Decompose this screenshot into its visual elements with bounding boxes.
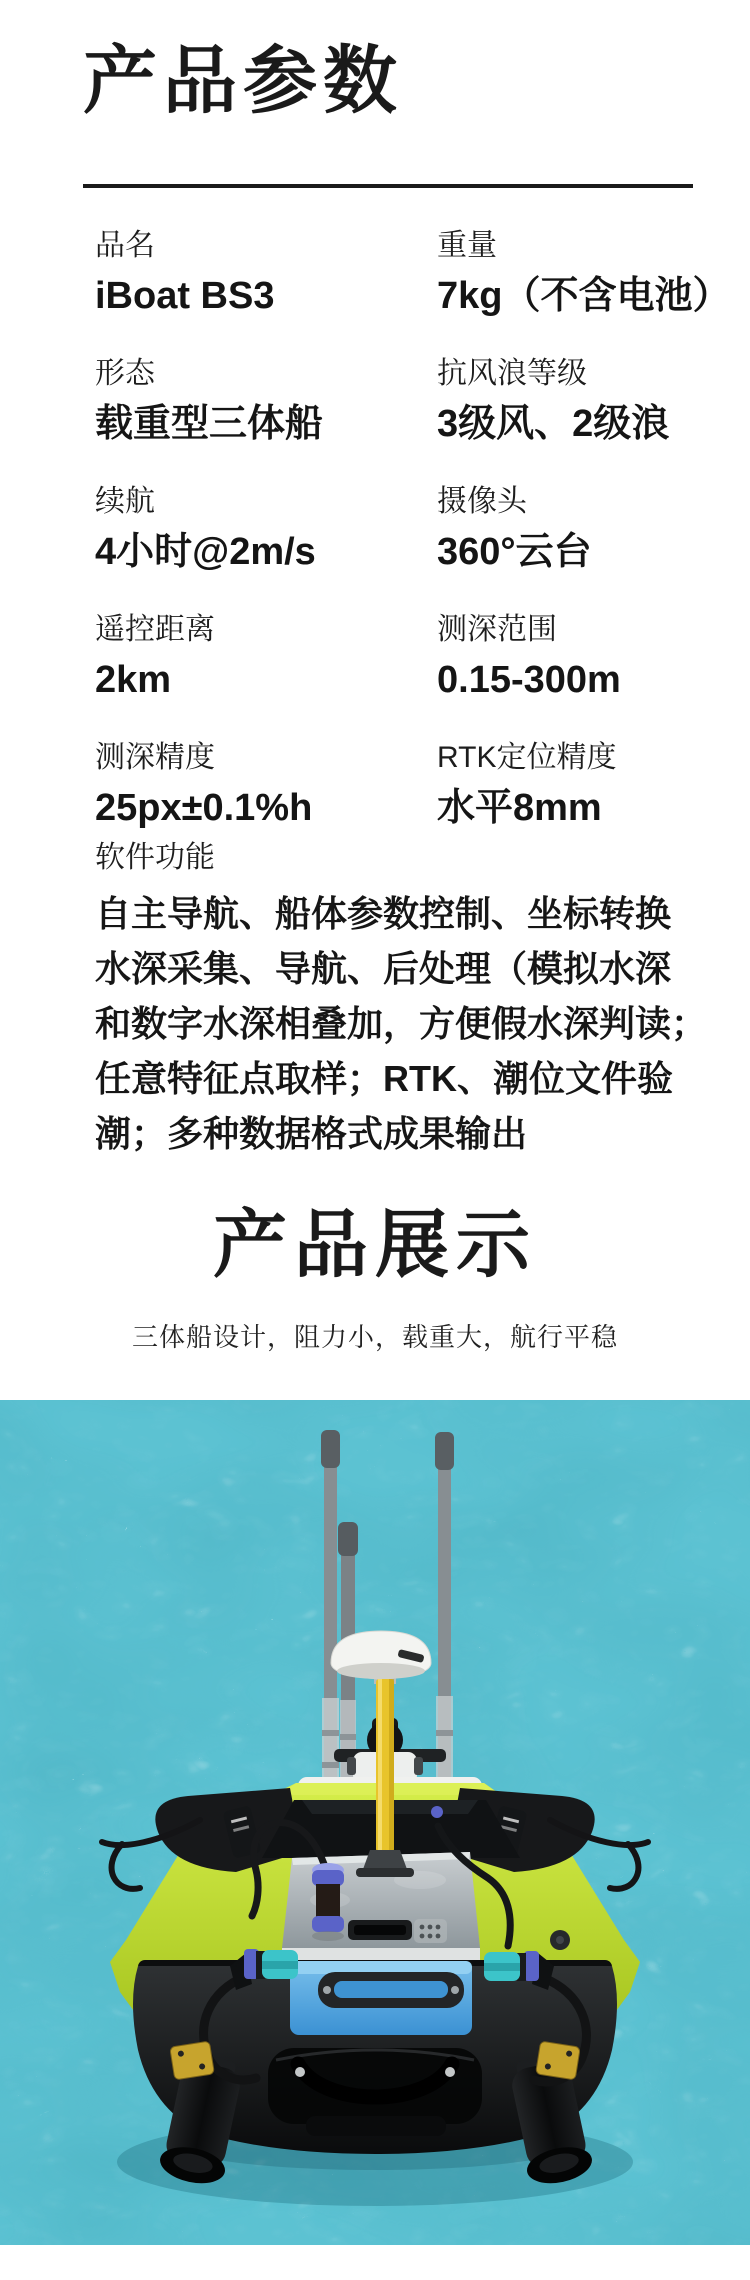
- spec-item-sounding-range: [437, 610, 730, 704]
- showcase-subtitle: 三体船设计，阻力小，载重大，航行平稳: [131, 1322, 618, 1352]
- software-label: 软件功能: [95, 841, 215, 874]
- spec-value: 3级风、2级浪: [437, 403, 670, 445]
- spec-value: 360°云台: [437, 531, 592, 573]
- spec-label: 测深范围: [437, 613, 557, 646]
- spec-label: 形态: [95, 357, 155, 390]
- bracket-right: [536, 2041, 581, 2080]
- spec-item-rtk-accuracy: [437, 738, 730, 832]
- spec-label: 重量: [437, 229, 497, 262]
- section-title-showcase: 产品展示: [213, 1203, 537, 1286]
- spec-item-camera: [437, 482, 730, 576]
- spec-value: 2km: [95, 659, 172, 701]
- stern-recess-handle: [268, 2048, 482, 2136]
- spec-item-wind-wave: [437, 354, 730, 448]
- software-line: 水深采集、导航、后处理（模拟水深: [95, 948, 672, 989]
- software-features: [95, 838, 720, 1161]
- section-title-params: 产品参数: [83, 39, 403, 122]
- spec-item-endurance: [95, 482, 437, 576]
- bracket-left: [170, 2041, 215, 2080]
- spec-value: 4小时@2m/s: [95, 531, 316, 573]
- spec-label: 续航: [95, 485, 155, 518]
- spec-value: 水平8mm: [437, 787, 602, 829]
- product-photo: [0, 1400, 750, 2245]
- spec-label: RTK定位精度: [437, 741, 617, 774]
- spec-item-remote-range: [95, 610, 437, 704]
- spec-value: 7kg（不含电池）: [437, 275, 731, 317]
- software-line: 任意特征点取样；RTK、潮位文件验: [95, 1058, 673, 1099]
- spec-label: 测深精度: [95, 741, 215, 774]
- spec-item-sounding-accuracy: [95, 738, 437, 832]
- spec-label: 抗风浪等级: [437, 357, 587, 390]
- spec-label: 品名: [95, 229, 155, 262]
- spec-item-name: [95, 226, 437, 320]
- title-divider: [83, 184, 693, 188]
- spec-value: 25px±0.1%h: [95, 787, 313, 829]
- spec-item-weight: [437, 226, 730, 320]
- spec-value: iBoat BS3: [95, 275, 275, 317]
- spec-value: 0.15-300m: [437, 659, 621, 701]
- spec-value: 载重型三体船: [95, 403, 324, 445]
- spec-label: 遥控距离: [95, 613, 215, 646]
- spec-label: 摄像头: [437, 485, 527, 518]
- software-line: 和数字水深相叠加，方便假水深判读；: [95, 1003, 708, 1044]
- software-line: 潮；多种数据格式成果输出: [95, 1113, 528, 1154]
- battery-box: [290, 1961, 472, 2035]
- small-connector-dot: [431, 1806, 443, 1818]
- software-line: 自主导航、船体参数控制、坐标转换: [95, 893, 672, 934]
- spec-item-form: [95, 354, 437, 448]
- spec-grid: [95, 226, 731, 832]
